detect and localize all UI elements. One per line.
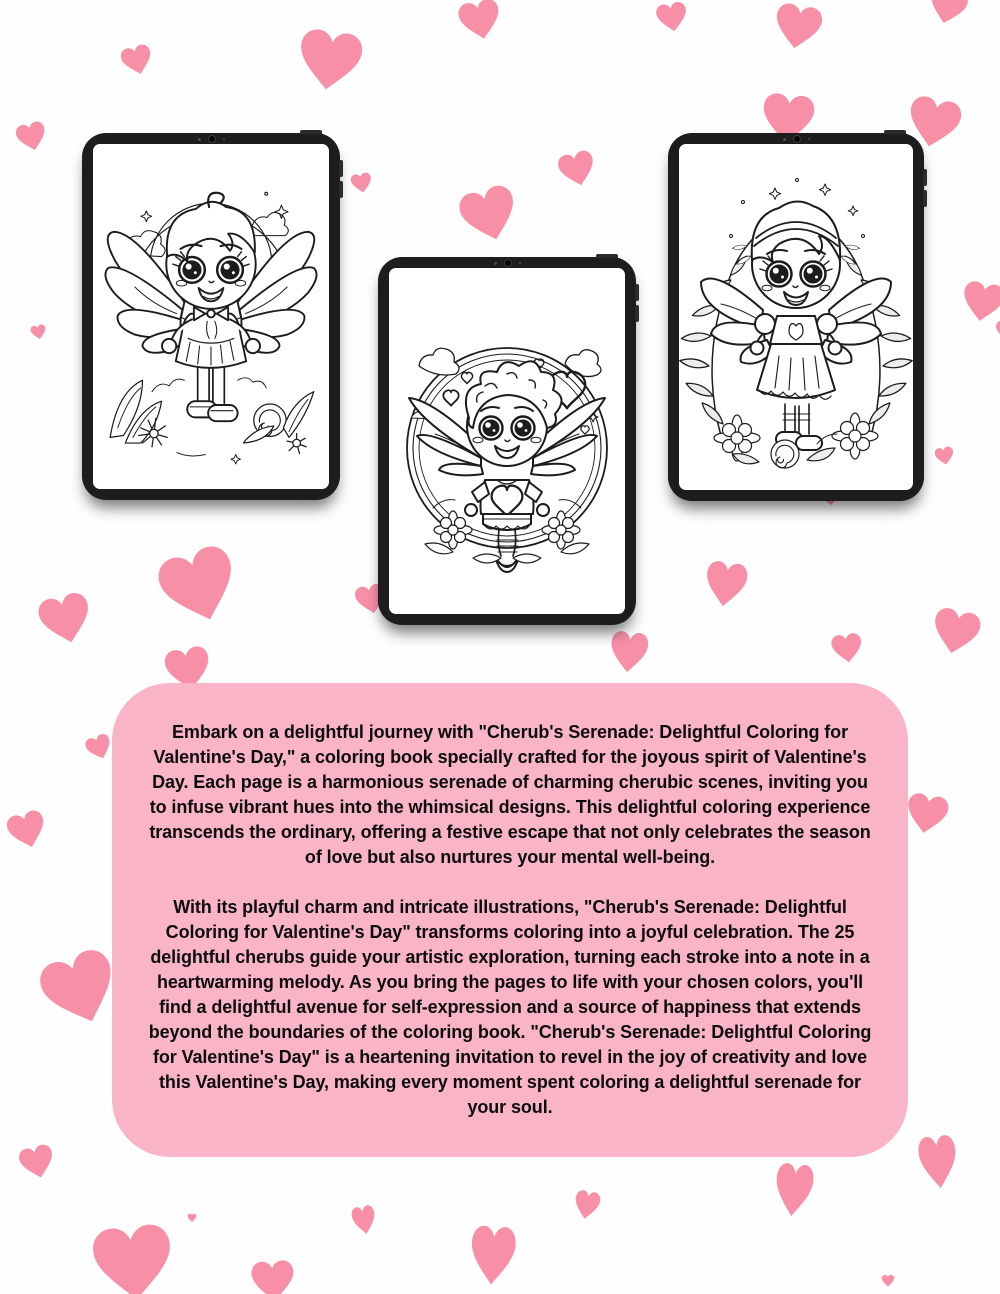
heart-icon: [914, 1130, 962, 1193]
camera-lens-icon: [208, 135, 216, 143]
tablet-screen: [93, 144, 329, 489]
tablet-mockup-left: [82, 133, 340, 500]
volume-down-button: [339, 181, 343, 198]
coloring-page-cherub-girl-laurel-illustration: [679, 144, 913, 490]
heart-icon: [187, 1213, 197, 1222]
heart-icon: [570, 1187, 603, 1223]
tablet-camera: [378, 261, 636, 265]
heart-icon: [14, 1140, 59, 1184]
heart-icon: [11, 117, 51, 155]
heart-icon: [606, 627, 653, 676]
heart-icon: [291, 23, 369, 98]
heart-icon: [28, 322, 48, 341]
heart-icon: [932, 444, 956, 467]
tablet-camera: [668, 137, 924, 141]
heart-icon: [901, 789, 954, 839]
description-paragraph-1: Embark on a delightful journey with "Cherub's Serenade: Delightful Coloring for Valentine's Day," a coloring book specially crafted for the joyous spirit of Valentine's Day. Each page is a harmonious serenade of charming cherubic scenes, inviting you to infuse vibrant hues into the whimsical designs. This delightful coloring experience transcends the ordinary, offering a festive escape that not only celebrates the season of love but also nurtures your mental well-being.: [149, 722, 871, 867]
coloring-page-cherub-girl-halo-illustration: [93, 144, 329, 489]
heart-icon: [700, 556, 752, 612]
heart-icon: [348, 170, 374, 195]
volume-up-button: [339, 160, 343, 177]
heart-icon: [348, 1202, 379, 1238]
heart-icon: [451, 178, 527, 251]
tablet-screen: [389, 268, 625, 614]
heart-icon: [85, 1216, 181, 1294]
heart-icon: [770, 1158, 818, 1221]
heart-icon: [923, 0, 973, 30]
heart-icon: [116, 40, 157, 80]
heart-icon: [31, 586, 99, 652]
camera-lens-icon: [504, 259, 512, 267]
power-button: [596, 254, 618, 258]
description-panel: [112, 683, 908, 1157]
heart-icon: [147, 535, 251, 636]
heart-icon: [1, 805, 52, 854]
coloring-page-cherub-boy-wreath-illustration: [389, 268, 625, 614]
volume-up-button: [635, 284, 639, 301]
tablet-mockup-center: [378, 257, 636, 625]
heart-icon: [553, 146, 601, 192]
heart-icon: [768, 0, 828, 55]
tablet-camera: [82, 137, 340, 141]
power-button: [300, 130, 322, 134]
camera-lens-icon: [793, 135, 801, 143]
heart-icon: [881, 1274, 895, 1287]
tablet-screen: [679, 144, 913, 490]
heart-icon: [926, 602, 987, 660]
heart-icon: [957, 277, 1000, 327]
description-paragraph-2: With its playful charm and intricate illustrations, "Cherub's Serenade: Delightful Coloring for Valentine's Day" transforms coloring into a joyful celebration. The 25 delightful cherubs guide your artistic exploration, turning each stroke into a note in a heartwarming melody. As you bring the pages to life with your chosen colors, you'll find a delightful avenue for self-expression and a source of happiness that extends beyond the boundaries of the coloring book. "Cherub's Serenade: Delightful Coloring for Valentine's Day" is a heartening invitation to revel in the joy of creativity and love this Valentine's Day, making every moment spent coloring a delightful serenade for your soul.: [148, 897, 872, 1117]
volume-down-button: [635, 305, 639, 322]
volume-down-button: [923, 190, 927, 207]
volume-up-button: [923, 169, 927, 186]
heart-icon: [652, 0, 691, 36]
heart-icon: [993, 316, 1000, 344]
heart-icon: [247, 1256, 298, 1294]
tablet-mockup-right: [668, 133, 924, 501]
heart-icon: [453, 0, 507, 46]
heart-icon: [828, 630, 866, 666]
power-button: [884, 130, 906, 134]
heart-icon: [466, 1221, 520, 1290]
